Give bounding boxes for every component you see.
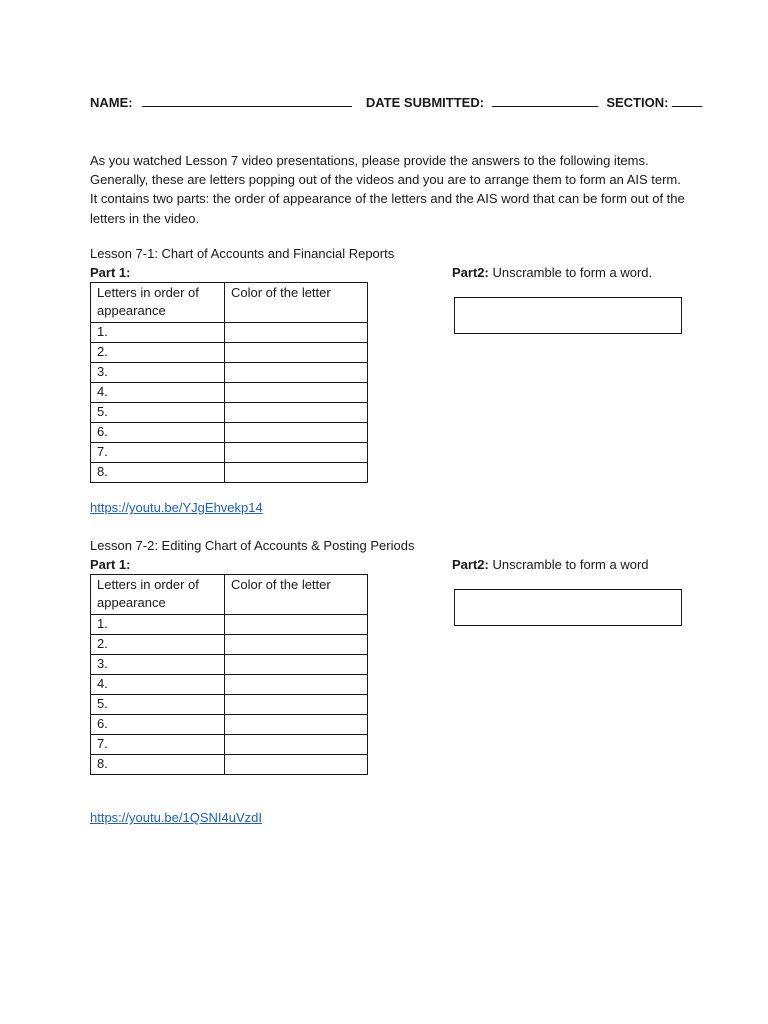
lesson-1-letters-table — [90, 282, 368, 483]
table-row — [91, 443, 368, 463]
color-cell[interactable] — [225, 343, 368, 363]
table-header-row — [91, 575, 368, 615]
color-cell[interactable] — [225, 383, 368, 403]
table-row — [91, 363, 368, 383]
row-number: 6. — [91, 423, 225, 443]
table-row — [91, 655, 368, 675]
header-line — [90, 94, 702, 110]
table-row — [91, 423, 368, 443]
lesson-1-title: Lesson 7-1: Chart of Accounts and Financial Reports — [90, 246, 395, 261]
table-row — [91, 403, 368, 423]
color-cell[interactable] — [225, 423, 368, 443]
row-number: 2. — [91, 635, 225, 655]
col-letters-header: Letters in order of appearance — [91, 283, 225, 323]
date-label: DATE SUBMITTED: — [365, 95, 485, 110]
color-cell[interactable] — [225, 655, 368, 675]
color-cell[interactable] — [225, 695, 368, 715]
lesson-1-video-link[interactable]: https://youtu.be/YJgEhvekp14 — [90, 500, 263, 515]
table-row — [91, 695, 368, 715]
table-row — [91, 463, 368, 483]
name-label: NAME: — [90, 95, 133, 110]
lesson-2-title: Lesson 7-2: Editing Chart of Accounts & Posting Periods — [90, 538, 415, 553]
color-cell[interactable] — [225, 463, 368, 483]
lesson-2-part2-label — [452, 557, 649, 572]
row-number: 6. — [91, 715, 225, 735]
lesson-2-part2-text: Unscramble to form a word — [488, 557, 649, 572]
row-number: 5. — [91, 695, 225, 715]
table-row — [91, 383, 368, 403]
row-number: 3. — [91, 363, 225, 383]
lesson-1-part2-label — [452, 265, 652, 280]
table-row — [91, 675, 368, 695]
color-cell[interactable] — [225, 363, 368, 383]
row-number: 4. — [91, 675, 225, 695]
table-header-row — [91, 283, 368, 323]
lesson-1-part1-label: Part 1: — [90, 265, 131, 280]
color-cell[interactable] — [225, 323, 368, 343]
row-number: 8. — [91, 755, 225, 775]
col-color-header: Color of the letter — [225, 575, 368, 615]
date-blank[interactable] — [492, 94, 598, 107]
table-row — [91, 343, 368, 363]
instructions-paragraph: As you watched Lesson 7 video presentations, please provide the answers to the following items. Generally, these are letters popping out of the videos and you are to arrange them to form an AIS term. It contains two parts: the order of appearance of the letters and the AIS word that can be form out of the letters in the video. — [90, 153, 685, 226]
color-cell[interactable] — [225, 715, 368, 735]
color-cell[interactable] — [225, 403, 368, 423]
lesson-2-part2-bold: Part2: — [452, 557, 489, 572]
lesson-1-part2-text: Unscramble to form a word. — [488, 265, 653, 280]
table-row — [91, 735, 368, 755]
color-cell[interactable] — [225, 675, 368, 695]
row-number: 2. — [91, 343, 225, 363]
row-number: 1. — [91, 615, 225, 635]
color-cell[interactable] — [225, 443, 368, 463]
lesson-2-answer-box[interactable] — [454, 589, 682, 626]
name-blank[interactable] — [142, 94, 352, 107]
color-cell[interactable] — [225, 635, 368, 655]
col-letters-header: Letters in order of appearance — [91, 575, 225, 615]
color-cell[interactable] — [225, 755, 368, 775]
table-row — [91, 715, 368, 735]
row-number: 4. — [91, 383, 225, 403]
row-number: 3. — [91, 655, 225, 675]
section-label: SECTION: — [606, 95, 669, 110]
table-row — [91, 755, 368, 775]
color-cell[interactable] — [225, 735, 368, 755]
color-cell[interactable] — [225, 615, 368, 635]
lesson-2-part1-label: Part 1: — [90, 557, 131, 572]
table-row — [91, 323, 368, 343]
table-row — [91, 615, 368, 635]
row-number: 7. — [91, 443, 225, 463]
row-number: 7. — [91, 735, 225, 755]
lesson-2-video-link[interactable]: https://youtu.be/1QSNI4uVzdI — [90, 810, 262, 825]
row-number: 8. — [91, 463, 225, 483]
lesson-2-letters-table — [90, 574, 368, 775]
row-number: 1. — [91, 323, 225, 343]
lesson-1-part2-bold: Part2: — [452, 265, 489, 280]
table-row — [91, 635, 368, 655]
row-number: 5. — [91, 403, 225, 423]
section-blank[interactable] — [672, 94, 702, 107]
lesson-1-answer-box[interactable] — [454, 297, 682, 334]
col-color-header: Color of the letter — [225, 283, 368, 323]
